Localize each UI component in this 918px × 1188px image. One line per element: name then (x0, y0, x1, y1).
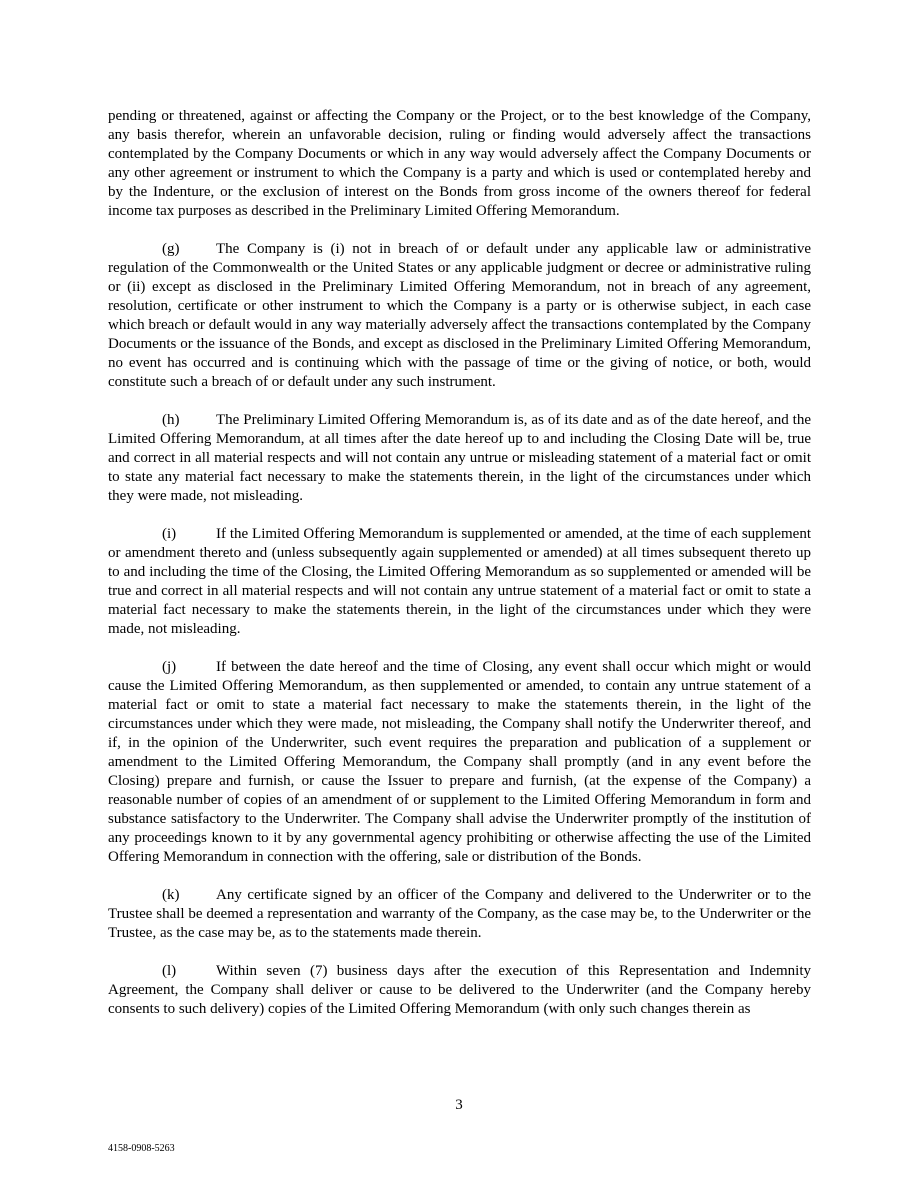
paragraph-text: If the Limited Offering Memorandum is supplemented or amended, at the time of each supplement or amendment thereto and (unless subsequently again supplemented or amended) at all times subsequent thereto up to and including the time of the Closing, the Limited Offering Memorandum as so supplemented or amended will be true and correct in all material respects and will not contain any untrue statement of a material fact or omit to state a material fact necessary to make the statements therein, in the light of the circumstances under which they were made, not misleading. (108, 526, 811, 637)
paragraph-label: (k) (162, 887, 180, 903)
paragraph-text: The Preliminary Limited Offering Memorandum is, as of its date and as of the date hereof, and the Limited Offering Memorandum, at all times after the date hereof up to and including the Closing Date will be, true and correct in all material respects and will not contain any untrue or misleading statement of a material fact or omit to state any material fact necessary to make the statements therein, in the light of the circumstances under which they were made, not misleading. (108, 412, 811, 504)
paragraph-text: If between the date hereof and the time of Closing, any event shall occur which might or would cause the Limited Offering Memorandum, as then supplemented or amended, to contain any untrue statement of a material fact or omit to state a material fact necessary to make the statements therein, in the light of the circumstances under which they were made, not misleading, the Company shall notify the Underwriter thereof, and if, in the opinion of the Underwriter, such event requires the preparation and publication of a supplement or amendment to the Limited Offering Memorandum, the Company shall promptly (and in any event before the Closing) prepare and furnish, or cause the Issuer to prepare and furnish, (at the expense of the Company) a reasonable number of copies of an amendment of or supplement to the Limited Offering Memorandum in form and substance satisfactory to the Underwriter. The Company shall advise the Underwriter promptly of the institution of any proceedings known to it by any governmental agency prohibiting or otherwise affecting the use of the Limited Offering Memorandum in connection with the offering, sale or distribution of the Bonds. (108, 659, 811, 865)
paragraph-l (108, 962, 811, 1019)
paragraph-label: (j) (162, 659, 177, 675)
paragraph-label: (h) (162, 412, 180, 428)
paragraph-j (108, 658, 811, 867)
paragraph-label: (l) (162, 963, 177, 979)
paragraph-i (108, 525, 811, 639)
document-id: 4158-0908-5263 (108, 1143, 175, 1154)
paragraph-g (108, 240, 811, 392)
paragraph-label: (i) (162, 526, 177, 542)
page-number: 3 (455, 1097, 463, 1113)
paragraph-text: The Company is (i) not in breach of or default under any applicable law or administrative regulation of the Commonwealth or the United States or any applicable judgment or decree or administrative ruling or (ii) except as disclosed in the Preliminary Limited Offering Memorandum, not in breach of any agreement, resolution, certificate or other instrument to which the Company is a party or is otherwise subject, in each case which breach or default would in any way materially adversely affect the transactions contemplated by the Company Documents or the issuance of the Bonds, and except as disclosed in the Preliminary Limited Offering Memorandum, no event has occurred and is continuing which with the passage of time or the giving of notice, or both, would constitute such a breach of or default under any such instrument. (108, 241, 811, 390)
paragraph-h (108, 411, 811, 506)
paragraph-label: (g) (162, 241, 180, 257)
paragraph-text: Any certificate signed by an officer of the Company and delivered to the Underwriter or to the Trustee shall be deemed a representation and warranty of the Company, as the case may be, to the Underwriter or the Trustee, as the case may be, as to the statements made therein. (108, 887, 811, 941)
document-body (108, 107, 811, 1038)
paragraph-k (108, 886, 811, 943)
paragraph-continuation (108, 107, 811, 221)
paragraph-text: pending or threatened, against or affecting the Company or the Project, or to the best knowledge of the Company, any basis therefor, wherein an unfavorable decision, ruling or finding would adversely affect the transactions contemplated by the Company Documents or which in any way would adversely affect the Company Documents or any other agreement or instrument to which the Company is a party and which is used or contemplated hereby and by the Indenture, or the exclusion of interest on the Bonds from gross income of the owners thereof for federal income tax purposes as described in the Preliminary Limited Offering Memorandum. (108, 108, 811, 219)
paragraph-text: Within seven (7) business days after the execution of this Representation and Indemnity Agreement, the Company shall deliver or cause to be delivered to the Underwriter (and the Company hereby consents to such delivery) copies of the Limited Offering Memorandum (with only such changes therein as (108, 963, 811, 1017)
